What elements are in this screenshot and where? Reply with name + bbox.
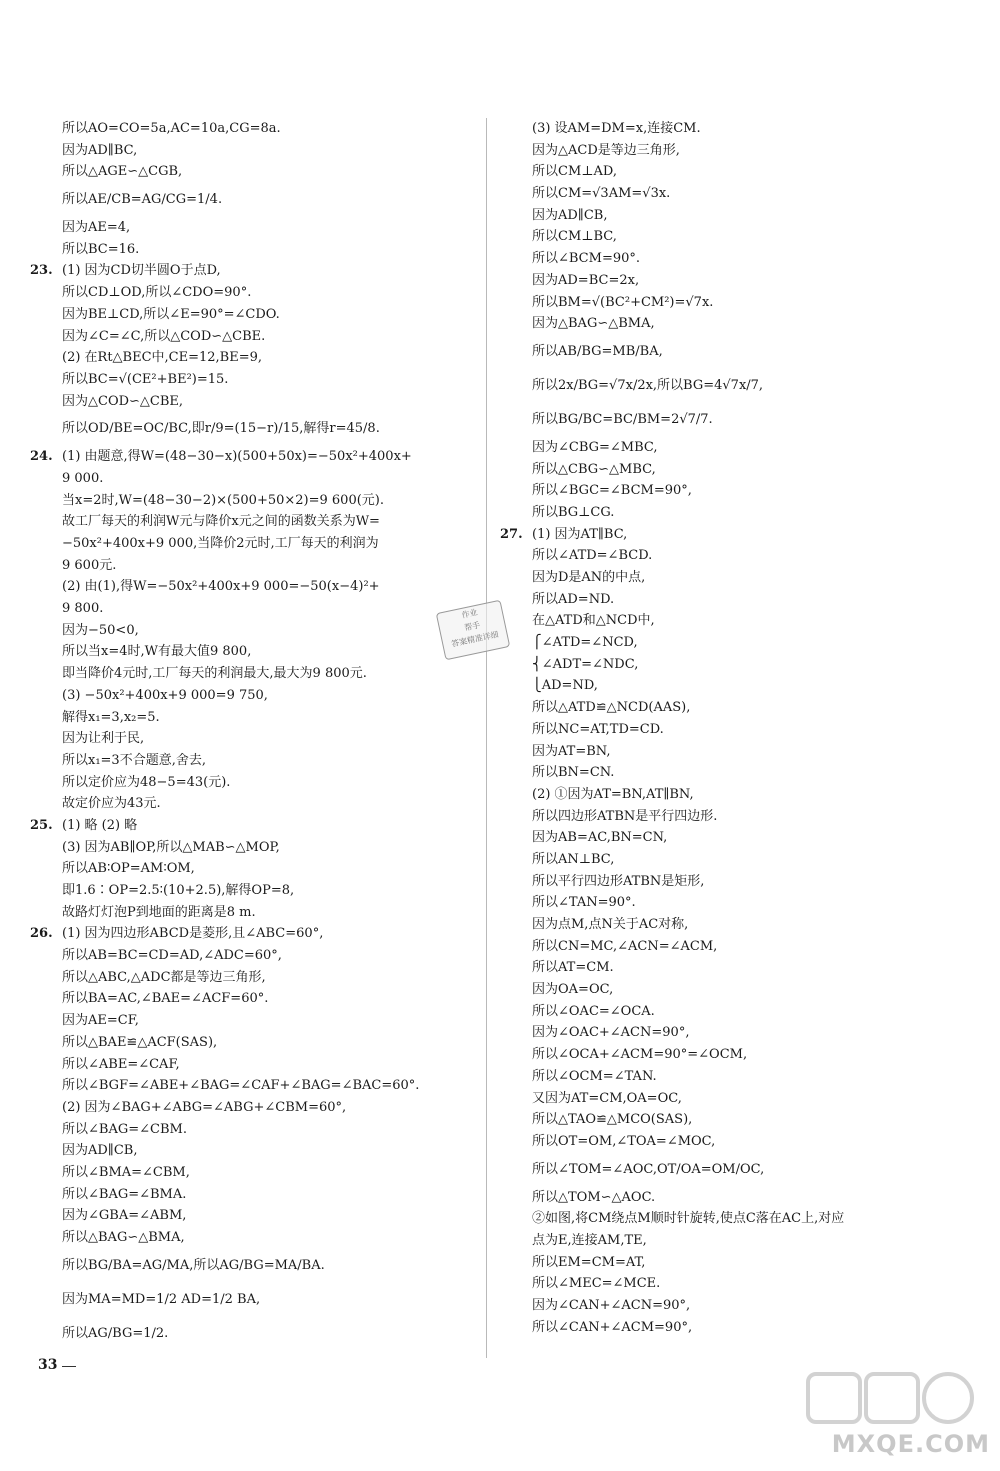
solution-text: 所以x₁=3不合题意,舍去, (62, 752, 206, 768)
solution-line (30, 923, 480, 945)
solution-text: 9 800. (62, 601, 104, 617)
solution-line (30, 1010, 480, 1032)
solution-line (500, 335, 970, 369)
solution-text: 所以EM=CM=AT, (532, 1254, 646, 1270)
solution-text: 所以∠BAG=∠CBM. (62, 1121, 187, 1137)
solution-line (500, 226, 970, 248)
solution-text: 因为BE⊥CD,所以∠E=90°=∠CDO. (62, 306, 280, 322)
solution-line (500, 1230, 970, 1252)
solution-line (30, 988, 480, 1010)
solution-text: 因为△COD∽△CBE, (62, 393, 184, 409)
watermark-site: MXQE.COM (831, 1430, 990, 1458)
solution-text: 所以定价应为48−5=43(元). (62, 774, 231, 790)
page-number: 33 (38, 1357, 58, 1373)
solution-line (30, 772, 480, 794)
solution-text: 所以AE/CB=AG/CG=1/4. (62, 192, 223, 208)
solution-text: 因为△BAG∽△BMA, (532, 316, 655, 332)
solution-line (500, 871, 970, 893)
solution-line (30, 490, 480, 512)
solution-text: 因为△ACD是等边三角形, (532, 142, 680, 158)
solution-text: 故路灯灯泡P到地面的距离是8 m. (62, 904, 256, 920)
solution-text: 因为∠GBA=∠ABM, (62, 1208, 187, 1224)
solution-line (500, 205, 970, 227)
solution-line (30, 576, 480, 598)
question-number: 26. (30, 926, 53, 942)
solution-line (500, 459, 970, 481)
solution-line (500, 502, 970, 524)
right-column (500, 118, 970, 1338)
solution-text: 所以∠MEC=∠MCE. (532, 1276, 661, 1292)
solution-line (500, 1317, 970, 1339)
solution-text: ⎩AD=ND, (532, 678, 598, 694)
solution-text: 所以AB/BG=MB/BA, (532, 343, 663, 359)
solution-text: 所以CM⊥AD, (532, 164, 617, 180)
solution-text: 因为点M,点N关于AC对称, (532, 917, 689, 932)
solution-text: 因为∠CAN+∠ACN=90°, (532, 1298, 691, 1313)
solution-line (30, 793, 480, 815)
stamp-line: 答案精准详细 (450, 629, 500, 649)
solution-line (500, 827, 970, 849)
solution-line (500, 480, 970, 502)
solution-text: (3) 设AM=DM=x,连接CM. (532, 121, 701, 136)
solution-line (500, 369, 970, 403)
solution-line (500, 719, 970, 741)
solution-line (30, 1097, 480, 1119)
solution-line (30, 347, 480, 369)
solution-line (30, 391, 480, 413)
solution-text: 所以BN=CN. (532, 765, 615, 781)
solution-text: 即当降价4元时,工厂每天的利润最大,最大为9 800元. (62, 666, 367, 682)
solution-line (30, 412, 480, 446)
solution-line (500, 1088, 970, 1110)
solution-line (500, 1273, 970, 1295)
solution-text: 所以∠BMA=∠CBM, (62, 1164, 190, 1180)
solution-line (30, 140, 480, 162)
solution-text: 9 000. (62, 470, 104, 486)
solution-text: 因为∠CBG=∠MBC, (532, 439, 658, 455)
solution-text: −50x²+400x+9 000,当降价2元时,工厂每天的利润为 (62, 536, 379, 551)
solution-text: (2) 在Rt△BEC中,CE=12,BE=9, (62, 350, 263, 366)
solution-text: 因为AD=BC=2x, (532, 272, 640, 288)
column-divider (486, 118, 487, 1358)
solution-text: 因为AE=CF, (62, 1013, 139, 1029)
solution-text: 所以△BAG∽△BMA, (62, 1230, 185, 1245)
question-number: 23. (30, 263, 53, 279)
solution-text: 所以AN⊥BC, (532, 851, 615, 867)
solution-line (500, 632, 970, 654)
solution-line (500, 437, 970, 459)
solution-line (30, 1119, 480, 1141)
solution-line (30, 369, 480, 391)
solution-line (30, 1227, 480, 1249)
solution-line (500, 741, 970, 763)
solution-line (500, 892, 970, 914)
solution-line (500, 806, 970, 828)
solution-text: 所以∠BAG=∠BMA. (62, 1186, 187, 1202)
solution-line (30, 1283, 480, 1317)
solution-line (30, 260, 480, 282)
solution-text: 所以∠OAC=∠OCA. (532, 1003, 655, 1019)
solution-text: 所以△ABC,△ADC都是等边三角形, (62, 969, 266, 985)
solution-line (30, 750, 480, 772)
solution-text: 因为D是AN的中点, (532, 570, 646, 585)
solution-line (30, 217, 480, 239)
question-number: 24. (30, 449, 53, 465)
solution-line (500, 957, 970, 979)
solution-text: (2) ①因为AT=BN,AT∥BN, (532, 786, 694, 802)
solution-text: (3) 因为AB∥OP,所以△MAB∽△MOP, (62, 839, 280, 855)
solution-line (500, 1153, 970, 1187)
solution-line (500, 1109, 970, 1131)
solution-line (500, 1187, 970, 1209)
solution-text: 因为∠OAC+∠ACN=90°, (532, 1025, 690, 1041)
solution-line (500, 675, 970, 697)
solution-text: 因为AD∥CB, (532, 207, 608, 223)
solution-text: 所以∠ABE=∠CAF, (62, 1056, 180, 1072)
solution-line (500, 183, 970, 205)
solution-line (30, 511, 480, 533)
solution-line (30, 118, 480, 140)
solution-text: 所以∠TOM=∠AOC,OT/OA=OM/OC, (532, 1161, 765, 1177)
solution-text: 所以∠BGC=∠BCM=90°, (532, 483, 692, 499)
solution-line (500, 1001, 970, 1023)
solution-line (30, 1162, 480, 1184)
solution-text: 所以BG/BA=AG/MA,所以AG/BG=MA/BA. (62, 1257, 325, 1273)
solution-text: 因为∠C=∠C,所以△COD∽△CBE. (62, 328, 266, 344)
solution-line (30, 1054, 480, 1076)
solution-text: (1) 由题意,得W=(48−30−x)(500+50x)=−50x²+400x+ (62, 449, 412, 465)
solution-text: 所以OD/BE=OC/BC,即r/9=(15−r)/15,解得r=45/8. (62, 421, 380, 437)
solution-text: 所以BG/BC=BC/BM=2√7/7. (532, 411, 713, 427)
solution-text: 故工厂每天的利润W元与降价x元之间的函数关系为W= (62, 514, 380, 530)
solution-line (500, 914, 970, 936)
solution-line (500, 589, 970, 611)
solution-text: 又因为AT=CM,OA=OC, (532, 1090, 682, 1106)
solution-text: 所以平行四边形ATBN是矩形, (532, 873, 705, 889)
solution-line (500, 567, 970, 589)
solution-line (500, 762, 970, 784)
solution-line (30, 282, 480, 304)
solution-text: 所以CM⊥BC, (532, 229, 617, 245)
solution-text: 当x=2时,W=(48−30−2)×(500+50×2)=9 600(元). (62, 492, 384, 508)
solution-line (500, 403, 970, 437)
solution-text: 所以AO=CO=5a,AC=10a,CG=8a. (62, 121, 281, 136)
solution-line (30, 815, 480, 837)
question-number: 27. (500, 526, 523, 542)
solution-line (30, 1249, 480, 1283)
solution-line (500, 1208, 970, 1230)
solution-line (500, 1295, 970, 1317)
solution-text: (1) 因为AT∥BC, (532, 526, 628, 542)
solution-text: 所以∠OCA+∠ACM=90°=∠OCM, (532, 1047, 748, 1063)
solution-text: 即1.6∶OP=2.5∶(10+2.5),解得OP=8, (62, 883, 295, 898)
solution-line (500, 248, 970, 270)
solution-line (500, 1066, 970, 1088)
solution-text: 所以∠BCM=90°. (532, 251, 641, 267)
solution-line (500, 979, 970, 1001)
solution-text: 点为E,连接AM,TE, (532, 1232, 647, 1248)
solution-line (500, 524, 970, 546)
solution-line (500, 292, 970, 314)
solution-line (500, 270, 970, 292)
solution-text: 所以BA=AC,∠BAE=∠ACF=60°. (62, 991, 269, 1007)
solution-line (30, 304, 480, 326)
solution-line (500, 118, 970, 140)
solution-line (30, 641, 480, 663)
solution-line (30, 707, 480, 729)
solution-line (30, 533, 480, 555)
solution-text: (3) −50x²+400x+9 000=9 750, (62, 687, 268, 703)
solution-text: 因为OA=OC, (532, 982, 614, 998)
solution-text: ⎧∠ATD=∠NCD, (532, 635, 638, 651)
solution-line (30, 1317, 480, 1351)
solution-line (30, 1075, 480, 1097)
solution-line (30, 161, 480, 183)
solution-text: 在△ATD和△NCD中, (532, 613, 655, 629)
solution-text: 因为AD∥BC, (62, 142, 138, 158)
solution-text: 所以CM=√3AM=√3x. (532, 186, 671, 202)
page-number-dash (62, 1366, 76, 1367)
solution-line (30, 1184, 480, 1206)
solution-line (500, 1131, 970, 1153)
solution-line (500, 545, 970, 567)
solution-line (30, 468, 480, 490)
solution-text: 所以NC=AT,TD=CD. (532, 721, 664, 737)
solution-text: 所以OT=OM,∠TOA=∠MOC, (532, 1133, 716, 1149)
solution-text: (1) 因为四边形ABCD是菱形,且∠ABC=60°, (62, 926, 324, 942)
solution-line (30, 880, 480, 902)
solution-text: (1) 因为CD切半圆O于点D, (62, 263, 221, 279)
solution-text: 所以AB=BC=CD=AD,∠ADC=60°, (62, 948, 282, 964)
left-column (30, 118, 480, 1351)
solution-text: 所以BC=√(CE²+BE²)=15. (62, 371, 229, 387)
solution-text: 所以△CBG∽△MBC, (532, 461, 656, 477)
solution-text: 9 600元. (62, 557, 117, 573)
solution-line (30, 1205, 480, 1227)
solution-line (30, 598, 480, 620)
solution-line (30, 685, 480, 707)
solution-line (30, 902, 480, 924)
solution-line (30, 663, 480, 685)
solution-text: 所以AT=CM. (532, 960, 614, 976)
solution-line (500, 1044, 970, 1066)
solution-text: 所以∠OCM=∠TAN. (532, 1068, 657, 1084)
solution-line (30, 945, 480, 967)
solution-text: 所以△ATD≌△NCD(AAS), (532, 700, 691, 716)
solution-line (500, 784, 970, 806)
solution-text: 因为AD∥CB, (62, 1143, 138, 1159)
solution-text: 因为让利于民, (62, 731, 145, 747)
solution-line (30, 728, 480, 750)
solution-text: 所以CD⊥OD,所以∠CDO=90°. (62, 285, 252, 301)
question-number: 25. (30, 817, 53, 833)
solution-text: 所以△TAO≌△MCO(SAS), (532, 1112, 693, 1128)
solution-line (30, 1140, 480, 1162)
stamp-line: 作业 (460, 607, 479, 620)
solution-line (30, 837, 480, 859)
solution-text: 故定价应为43元. (62, 796, 161, 812)
solution-text: 所以∠TAN=90°. (532, 895, 636, 911)
solution-line (500, 1252, 970, 1274)
solution-text: 所以BG⊥CG. (532, 504, 615, 520)
solution-text: 所以△AGE∽△CGB, (62, 164, 183, 180)
solution-line (500, 936, 970, 958)
solution-line (30, 446, 480, 468)
solution-text: 所以当x=4时,W有最大值9 800, (62, 644, 252, 660)
solution-text: 因为AE=4, (62, 220, 131, 236)
solution-text: 所以AD=ND. (532, 591, 615, 607)
solution-text: 因为AT=BN, (532, 743, 611, 759)
solution-line (30, 858, 480, 880)
solution-text: 所以AG/BG=1/2. (62, 1325, 169, 1341)
solution-text: ②如图,将CM绕点M顺时针旋转,使点C落在AC上,对应 (532, 1211, 845, 1227)
solution-text: 所以BC=16. (62, 241, 140, 257)
watermark-logo (806, 1368, 976, 1428)
solution-line (30, 967, 480, 989)
solution-line (500, 161, 970, 183)
solution-text: 因为AB=AC,BN=CN, (532, 830, 668, 846)
solution-text: 解得x₁=3,x₂=5. (62, 709, 160, 725)
solution-text: 所以BM=√(BC²+CM²)=√7x. (532, 294, 714, 310)
solution-text: 所以∠BGF=∠ABE+∠BAG=∠CAF+∠BAG=∠BAC=60°. (62, 1078, 420, 1094)
solution-text: 所以四边形ATBN是平行四边形. (532, 808, 718, 824)
solution-line (500, 1022, 970, 1044)
solution-line (30, 620, 480, 642)
solution-text: 所以△TOM∽△AOC. (532, 1189, 656, 1205)
solution-text: 所以∠CAN+∠ACM=90°, (532, 1319, 693, 1335)
stamp-line: 帮手 (463, 620, 482, 633)
solution-text: 因为MA=MD=1/2 AD=1/2 BA, (62, 1291, 261, 1307)
solution-line (500, 140, 970, 162)
solution-text: ⎨∠ADT=∠NDC, (532, 656, 639, 672)
solution-text: 因为−50<0, (62, 622, 139, 638)
solution-line (30, 1032, 480, 1054)
solution-text: (2) 由(1),得W=−50x²+400x+9 000=−50(x−4)²+ (62, 579, 380, 595)
solution-line (500, 654, 970, 676)
solution-text: (1) 略 (2) 略 (62, 817, 138, 833)
solution-line (30, 239, 480, 261)
solution-line (30, 555, 480, 577)
solution-line (30, 326, 480, 348)
solution-line (500, 849, 970, 871)
solution-line (500, 697, 970, 719)
solution-text: 所以2x/BG=√7x/2x,所以BG=4√7x/7, (532, 377, 764, 393)
solution-text: 所以CN=MC,∠ACN=∠ACM, (532, 938, 718, 954)
solution-text: 所以△BAE≌△ACF(SAS), (62, 1034, 218, 1050)
solution-text: 所以∠ATD=∠BCD. (532, 548, 653, 564)
solution-text: (2) 因为∠BAG+∠ABG=∠ABG+∠CBM=60°, (62, 1099, 347, 1115)
solution-line (500, 610, 970, 632)
solution-line (500, 313, 970, 335)
solution-text: 所以AB∶OP=AM∶OM, (62, 861, 195, 877)
solution-line (30, 183, 480, 217)
